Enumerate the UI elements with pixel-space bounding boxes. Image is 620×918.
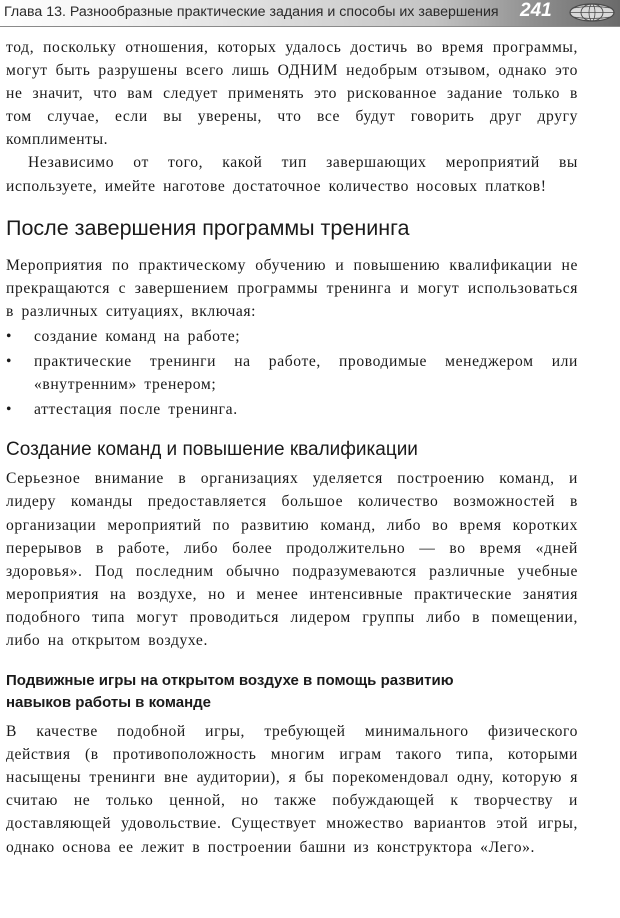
paragraph: Независимо от того, какой тип завершающих мероприятий вы используете, имейте наготове достаточное количество носовых платков!	[6, 154, 578, 195]
list-item-text: аттестация после тренинга.	[34, 401, 238, 419]
subsection-heading: Создание команд и повышение квалификации	[6, 439, 418, 461]
paragraph: Серьезное внимание в организациях уделяется построению команд, и лидеру команды предоставляется большое количество возможностей в организации мероприятий по развитию команд, либо во время коротких перерывов в работе, либо более продолжительно — во время «дней здоровья». Под последним обычно подразумеваются различные учебные мероприятия на воздухе, но и менее интенсивные практические занятия подобного типа могут проводиться лидером группы либо в помещении, либо на открытом воздухе.	[6, 470, 578, 649]
list-item-text: создание команд на работе;	[34, 327, 241, 345]
subsubsection-heading: Подвижные игры на открытом воздухе в помощь развитию навыков работы в команде	[6, 672, 454, 712]
page-content	[6, 36, 578, 859]
globe-icon	[568, 3, 616, 22]
chapter-title: Глава 13. Разнообразные практические задания и способы их завершения	[4, 4, 499, 20]
list-item	[6, 398, 578, 421]
bullet-list	[6, 325, 578, 421]
page-number: 241	[520, 0, 552, 21]
list-item	[6, 325, 578, 348]
list-item-text: практические тренинги на работе, проводимые менеджером или «внутренним» тренером;	[34, 353, 578, 394]
list-item	[6, 350, 578, 396]
paragraph: тод, поскольку отношения, которых удалось достичь во время программы, могут быть разрушены всего лишь ОДНИМ недобрым отзывом, однако это не значит, что вам следует применять это рискованное задание только в том случае, если вы уверены, что все будут говорить друг другу комплименты.	[6, 39, 578, 149]
paragraph: Мероприятия по практическому обучению и повышению квалификации не прекращаются с завершением программы тренинга и могут использоваться в различных ситуациях, включая:	[6, 256, 578, 320]
page-header	[0, 0, 620, 27]
bullet-marker: •	[6, 401, 13, 419]
paragraph: В качестве подобной игры, требующей минимального физического действия (в противоположность многим играм такого типа, которыми насыщены тренинги вне аудитории), я бы порекомендовал одну, которую я считаю не только ценной, но также побуждающей к творчеству и доставляющей удовольствие. Существует множество вариантов этой игры, однако основа ее лежит в построении башни из конструктора «Лего».	[6, 723, 578, 856]
section-heading: После завершения программы тренинга	[6, 215, 410, 240]
bullet-marker: •	[6, 353, 13, 371]
bullet-marker: •	[6, 327, 13, 345]
